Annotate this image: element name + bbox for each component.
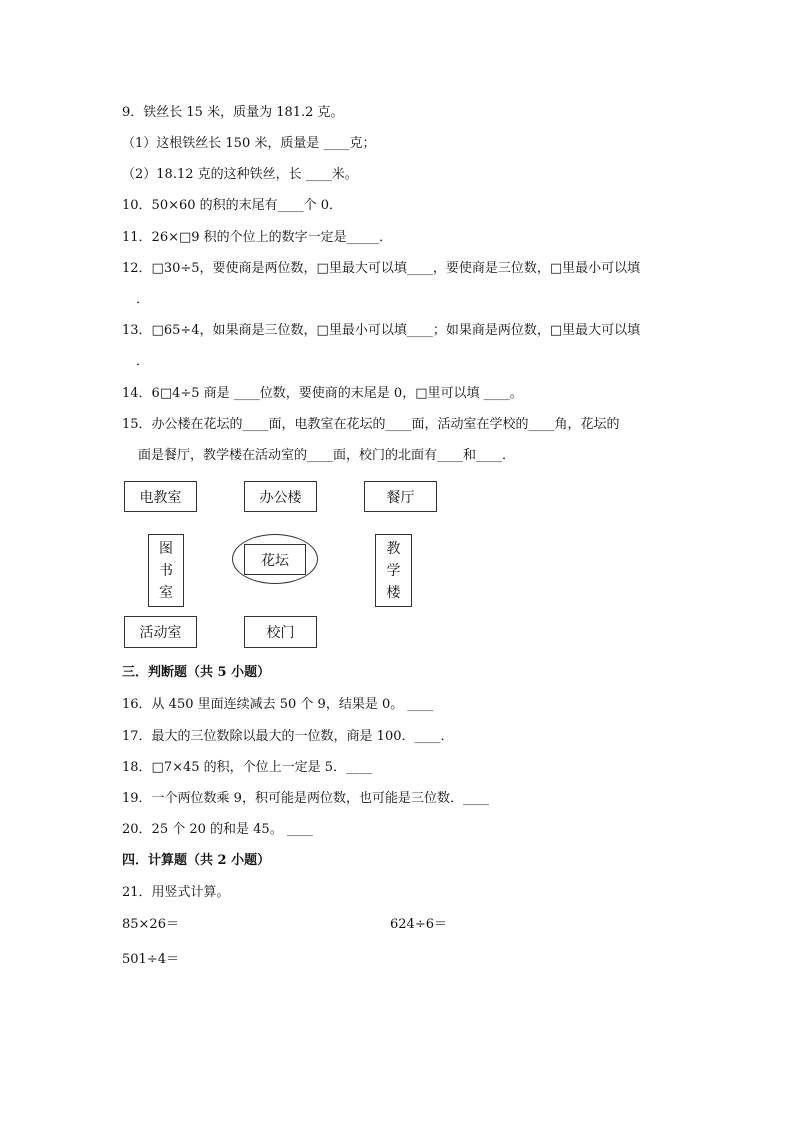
map-library — [148, 534, 184, 607]
question-16: 16．从 450 里面连续减去 50 个 9，结果是 0。 ____ — [122, 697, 434, 712]
map-library-char-3: 室 — [159, 584, 173, 601]
question-18: 18．□7×45 的积，个位上一定是 5．____ — [122, 760, 373, 775]
map-teaching-char-2: 学 — [386, 562, 401, 579]
question-12: 12．□30÷5，要使商是两位数，□里最大可以填____，要使商是三位数，□里最小可以填 — [122, 261, 641, 276]
question-9-part-1: （1）这根铁丝长 150 米，质量是 ____克； — [122, 136, 376, 151]
question-17: 17．最大的三位数除以最大的一位数，商是 100．____． — [122, 729, 454, 744]
map-teaching-char-3: 楼 — [386, 584, 401, 601]
section-3-title: 三．判断题（共 5 小题） — [122, 665, 271, 680]
map-teaching-char-1: 教 — [386, 540, 401, 557]
question-13-end: ． — [136, 354, 150, 369]
map-teaching-building — [375, 534, 412, 607]
question-19: 19．一个两位数乘 9，积可能是两位数，也可能是三位数．____ — [122, 791, 489, 806]
question-11: 11．26×□9 积的个位上的数字一定是_____． — [122, 230, 393, 245]
map-school-gate: 校门 — [244, 616, 317, 648]
map-diantiao-room: 电教室 — [124, 481, 197, 512]
question-12-end: ． — [136, 292, 150, 307]
map-flowerbed: 花坛 — [244, 544, 306, 575]
map-canteen: 餐厅 — [364, 481, 437, 512]
calc-expression-1: 85×26＝ — [122, 917, 179, 932]
map-library-char-1: 图 — [159, 540, 173, 557]
question-10: 10．50×60 的积的末尾有____个 0． — [122, 198, 343, 213]
map-activity-room: 活动室 — [124, 616, 197, 648]
map-library-char-2: 书 — [159, 562, 173, 579]
calc-expression-3: 501÷4＝ — [122, 952, 179, 967]
question-9-part-2: （2）18.12 克的这种铁丝，长 ____米。 — [122, 167, 358, 182]
question-9: 9．铁丝长 15 米，质量为 181.2 克。 — [122, 105, 344, 120]
calc-expression-2: 624÷6＝ — [390, 917, 447, 932]
section-4-title: 四．计算题（共 2 小题） — [122, 853, 271, 868]
question-20: 20．25 个 20 的和是 45。 ____ — [122, 822, 313, 837]
question-21: 21．用竖式计算。 — [122, 885, 230, 900]
question-15: 15．办公楼在花坛的____面，电教室在花坛的____面，活动室在学校的____角，花坛的 — [122, 417, 620, 432]
question-14: 14．6□4÷5 商是 ____位数，要使商的末尾是 0，□里可以填 ____。 — [122, 386, 523, 401]
question-13: 13．□65÷4，如果商是三位数，□里最小可以填____；如果商是两位数，□里最大可以填 — [122, 323, 641, 338]
question-15-cont: 面是餐厅，教学楼在活动室的____面，校门的北面有____和____． — [138, 448, 516, 463]
map-office-building: 办公楼 — [244, 481, 317, 512]
